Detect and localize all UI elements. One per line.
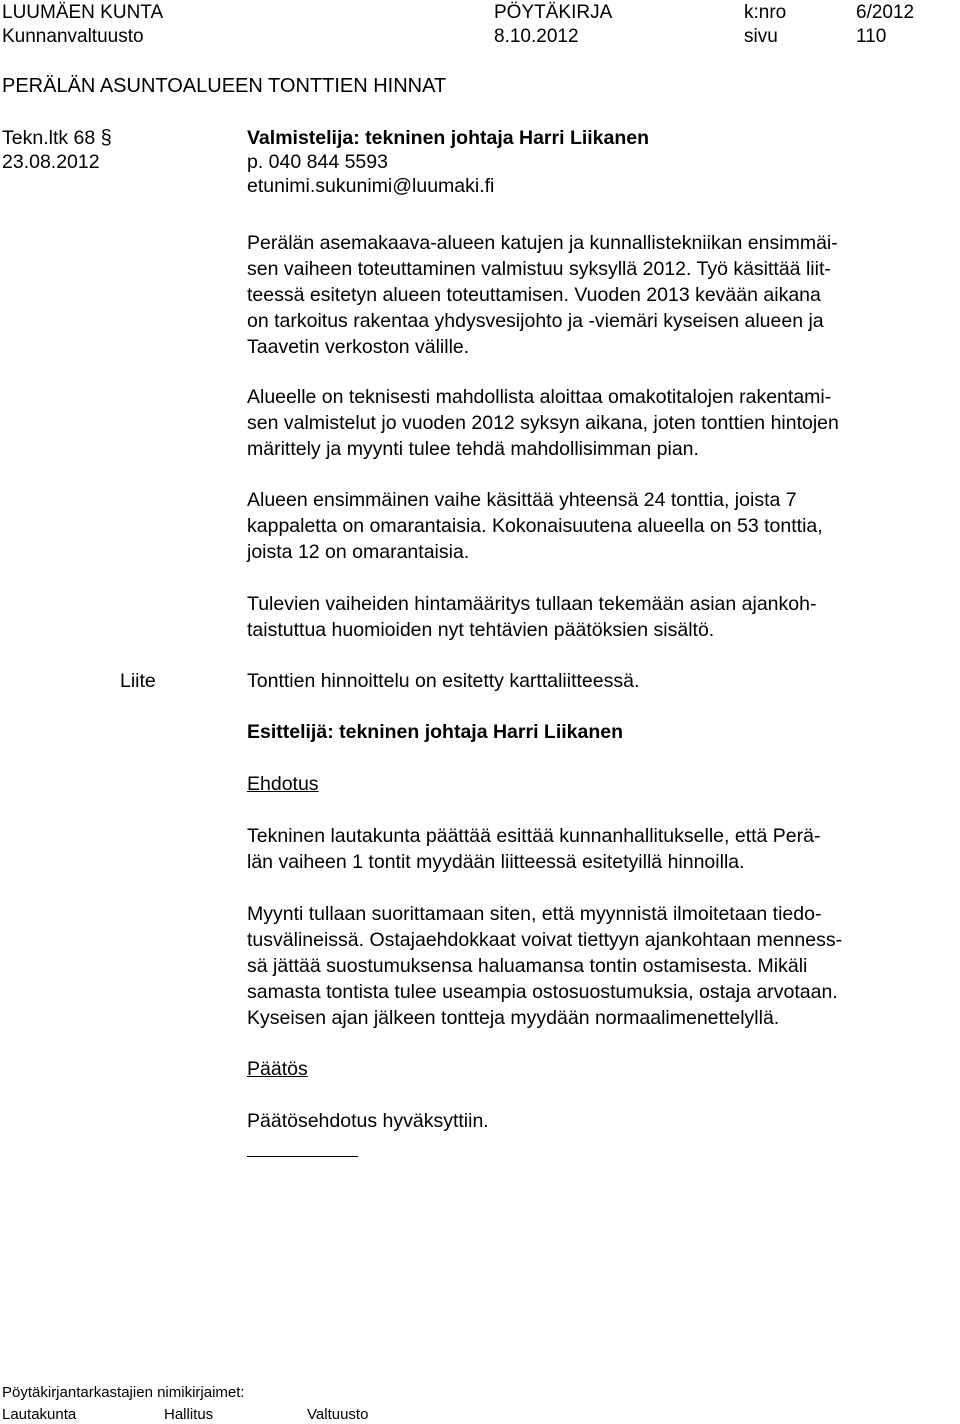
preparer: Valmistelija: tekninen johtaja Harri Liikanen: [247, 127, 650, 149]
paragraph-line: märittely ja myynti tulee tehdä mahdollisimman pian.: [247, 438, 699, 460]
paragraph-4: [247, 591, 937, 643]
paragraph-line: Tekninen lautakunta päättää esittää kunnanhallitukselle, että Perä-: [247, 825, 821, 847]
proposal-heading: Ehdotus: [247, 773, 319, 795]
proposal-paragraph-1: [247, 823, 937, 875]
document-type: PÖYTÄKIRJA: [494, 2, 613, 23]
reference-number: Tekn.ltk 68: [2, 127, 96, 149]
paragraph-line: Alueen ensimmäinen vaihe käsittää yhteensä 24 tonttia, joista 7: [247, 489, 797, 511]
page-number: 110: [856, 26, 887, 47]
paragraph-2: [247, 384, 937, 462]
municipality-name: LUUMÄEN KUNTA: [2, 2, 164, 23]
presenter: Esittelijä: tekninen johtaja Harri Liikanen: [247, 721, 624, 743]
footer-body-lautakunta: Lautakunta: [2, 1406, 77, 1423]
section-mark: §: [100, 127, 112, 149]
paragraph-line: Myynti tullaan suorittamaan siten, että myynnistä ilmoitetaan tiedo-: [247, 903, 822, 925]
paragraph-3: [247, 487, 937, 565]
paragraph-line: Kyseisen ajan jälkeen tontteja myydään normaalimenettelyllä.: [247, 1007, 780, 1029]
paragraph-line: tusvälineissä. Ostajaehdokkaat voivat tiettyyn ajankohtaan menness-: [247, 929, 843, 951]
footer-body-valtuusto: Valtuusto: [307, 1406, 369, 1423]
reference-date: 23.08.2012: [2, 151, 100, 173]
decision-heading: Päätös: [247, 1058, 308, 1080]
paragraph-line: taistuttua huomioiden nyt tehtävien päätöksien sisältö.: [247, 619, 715, 641]
paragraph-1: [247, 230, 937, 360]
knro-value: 6/2012: [856, 2, 915, 23]
attachment-text: Tonttien hinnoittelu on esitetty karttaliitteessä.: [247, 670, 640, 692]
paragraph-line: Alueelle on teknisesti mahdollista aloittaa omakotitalojen rakentami-: [247, 386, 832, 408]
footer-body-hallitus: Hallitus: [164, 1406, 214, 1423]
decision-text: Päätösehdotus hyväksyttiin.: [247, 1110, 489, 1132]
meeting-date: 8.10.2012: [494, 26, 579, 47]
attachment-label: Liite: [120, 670, 156, 692]
paragraph-line: län vaiheen 1 tontit myydään liitteessä esitetyillä hinnoilla.: [247, 851, 745, 873]
paragraph-line: kappaletta on omarantaisia. Kokonaisuutena alueella on 53 tonttia,: [247, 515, 823, 537]
paragraph-line: teessä esitetyn alueen toteuttamisen. Vuoden 2013 kevään aikana: [247, 284, 821, 306]
paragraph-line: sä jättää suostumuksensa haluamansa tontin ostamisesta. Mikäli: [247, 955, 808, 977]
paragraph-line: sen vaiheen toteuttaminen valmistuu syksyllä 2012. Työ käsittää liit-: [247, 258, 831, 280]
governing-body: Kunnanvaltuusto: [2, 26, 144, 47]
paragraph-line: samasta tontista tulee useampia ostosuostumuksia, ostaja arvotaan.: [247, 981, 838, 1003]
page-title: PERÄLÄN ASUNTOALUEEN TONTTIEN HINNAT: [2, 75, 447, 97]
knro-label: k:nro: [744, 2, 787, 23]
paragraph-line: Tulevien vaiheiden hintamääritys tullaan tekemään asian ajankoh-: [247, 593, 817, 615]
paragraph-line: Taavetin verkoston välille.: [247, 336, 470, 358]
paragraph-line: on tarkoitus rakentaa yhdysvesijohto ja -viemäri kyseisen alueen ja: [247, 310, 824, 332]
preparer-email: etunimi.sukunimi@luumaki.fi: [247, 175, 495, 197]
reference-id: [2, 127, 112, 149]
footer-label: Pöytäkirjantarkastajien nimikirjaimet:: [2, 1384, 245, 1401]
preparer-phone: p. 040 844 5593: [247, 151, 388, 173]
signature-divider: [247, 1156, 358, 1157]
paragraph-line: sen valmistelut jo vuoden 2012 syksyn aikana, joten tonttien hintojen: [247, 412, 839, 434]
paragraph-line: joista 12 on omarantaisia.: [247, 541, 470, 563]
proposal-paragraph-2: [247, 901, 937, 1031]
paragraph-line: Perälän asemakaava-alueen katujen ja kunnallistekniikan ensimmäi-: [247, 232, 838, 254]
page-label: sivu: [744, 26, 778, 47]
